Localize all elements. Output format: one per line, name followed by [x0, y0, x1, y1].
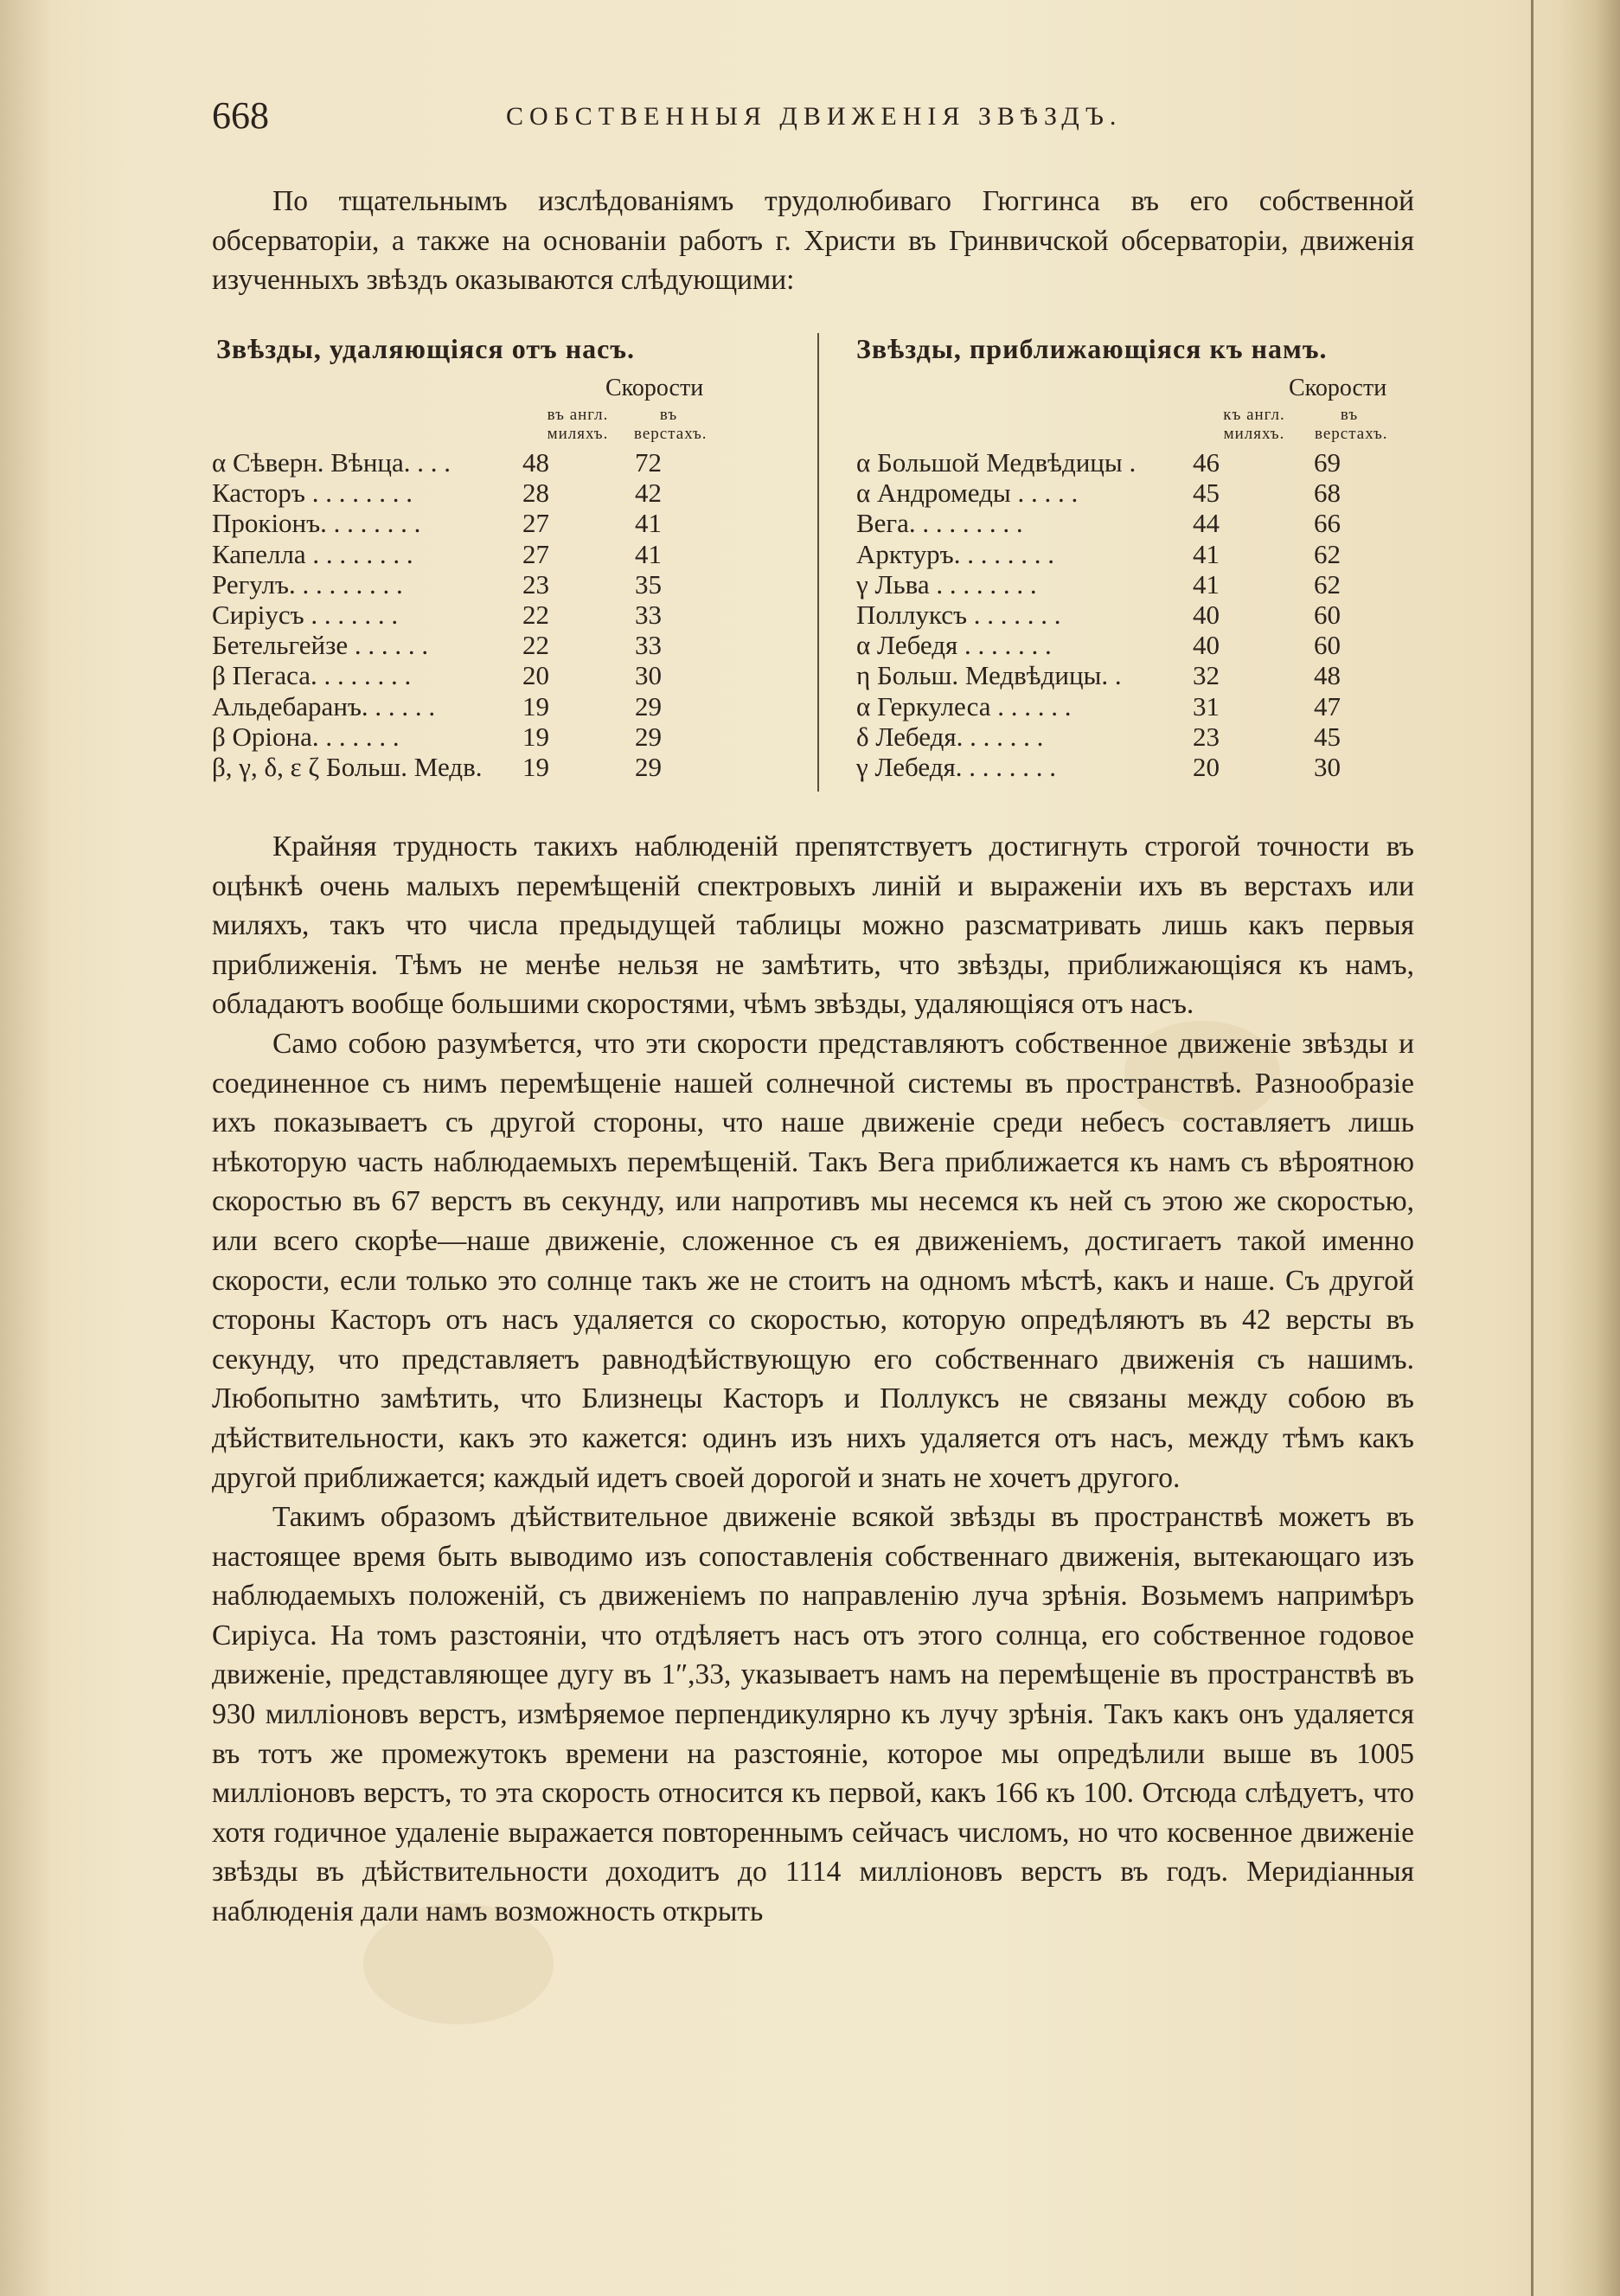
star-name: α Лебедя . . . . . . .	[856, 630, 1052, 661]
table-row	[212, 691, 783, 722]
speed-versts: 60	[1314, 630, 1341, 661]
page-number: 668	[212, 94, 269, 137]
table-row	[856, 691, 1431, 722]
speed-miles: 31	[1193, 690, 1220, 722]
table-row	[212, 722, 783, 752]
table-row	[856, 569, 1431, 600]
speed-versts: 60	[1314, 599, 1341, 630]
body-text	[212, 827, 1414, 1932]
star-name: α Сѣверн. Вѣнца. . . .	[212, 447, 451, 478]
approaching-speed-header: Скорости	[1289, 375, 1387, 401]
star-name: Сиріусъ . . . . . . .	[212, 599, 399, 630]
star-name: Прокіонъ. . . . . . . .	[212, 508, 421, 539]
speed-miles: 41	[1193, 568, 1220, 600]
star-name: Капелла . . . . . . . .	[212, 538, 413, 569]
star-name: α Андромеды . . . . .	[856, 478, 1079, 509]
speed-versts: 62	[1314, 538, 1341, 569]
star-name: Поллуксъ . . . . . . .	[856, 599, 1061, 630]
approaching-title: Звѣзды, приближающіяся къ намъ.	[856, 333, 1328, 364]
speed-versts: 69	[1314, 447, 1341, 478]
table-row	[212, 752, 783, 782]
table-row	[212, 539, 783, 569]
speed-versts: 29	[635, 751, 662, 782]
table-divider	[817, 333, 819, 792]
table-row	[212, 508, 783, 538]
speed-miles: 27	[522, 538, 549, 569]
star-name: Арктуръ. . . . . . . .	[856, 538, 1054, 569]
speed-miles: 40	[1193, 630, 1220, 661]
page-header	[212, 93, 1414, 145]
star-name: Альдебаранъ. . . . . .	[212, 690, 436, 722]
speed-versts: 29	[635, 721, 662, 752]
star-name: γ Лебедя. . . . . . . .	[856, 751, 1057, 782]
star-name: β Пегаса. . . . . . . .	[212, 660, 412, 691]
star-name: δ Лебедя. . . . . . .	[856, 721, 1044, 752]
star-name: Касторъ . . . . . . . .	[212, 478, 413, 509]
speed-miles: 22	[522, 599, 549, 630]
speed-versts: 41	[635, 538, 662, 569]
table-row	[856, 508, 1431, 538]
table-row	[856, 630, 1431, 660]
star-name: η Больш. Медвѣдицы. .	[856, 660, 1122, 691]
speed-miles: 40	[1193, 599, 1220, 630]
speed-miles: 20	[522, 660, 549, 691]
star-name: α Большой Медвѣдицы .	[856, 447, 1137, 478]
star-name: Вега. . . . . . . . .	[856, 508, 1023, 539]
speed-versts: 30	[635, 660, 662, 691]
table-row	[856, 539, 1431, 569]
page-edge-line	[1531, 0, 1534, 2296]
speed-versts: 47	[1314, 690, 1341, 722]
speed-miles: 19	[522, 721, 549, 752]
table-row	[856, 660, 1431, 690]
table-row	[212, 569, 783, 600]
star-name: β, γ, δ, ε ζ Больш. Медв.	[212, 751, 483, 782]
receding-speed-header: Скорости	[605, 375, 704, 401]
receding-unit-miles: въ англ. миляхъ.	[547, 406, 609, 443]
page-gutter-shadow	[0, 0, 52, 2296]
body-paragraph: Само собою разумѣется, что эти скорости представляютъ собственное движеніе звѣзды и соединенное съ нимъ перемѣщеніе нашей солнечной системы въ пространствѣ. Разнообразіе ихъ показываетъ съ другой стороны, что наше движеніе среди небесъ составляетъ лишь нѣкоторую часть наблюдаемыхъ перемѣщеній. Такъ Вега приближается къ намъ съ вѣроятною скоростью въ 67 верстъ въ секунду, или напротивъ мы несемся къ ней съ этою же скоростью, или всего скорѣе—наше движеніе, сложенное съ ея движеніемъ, достигаетъ такой именно скорости, если только это солнце такъ же не стоитъ на одномъ мѣстѣ, какъ и наше. Съ другой стороны Касторъ отъ насъ удаляется со скоростью, которую опредѣляютъ въ 42 версты въ секунду, что представляетъ равнодѣйствующую его собственнаго движенія съ нашимъ. Любопытно замѣтить, что Близнецы Касторъ и Поллуксъ не связаны между собою въ дѣйствительности, какъ это кажется: одинъ изъ нихъ удаляется отъ насъ, между тѣмъ какъ другой приближается; каждый идетъ своей дорогой и знать не хочетъ другого.	[212, 1027, 1414, 1494]
star-name: α Геркулеса . . . . . .	[856, 690, 1072, 722]
table-row	[856, 600, 1431, 630]
table-row	[856, 722, 1431, 752]
body-paragraph: Крайняя трудность такихъ наблюденій препятствуетъ достигнуть строгой точности въ оцѣнкѣ очень малыхъ перемѣщеній спектровыхъ линій и выраженіи ихъ въ верстахъ или миляхъ, такъ что числа предыдущей таблицы можно разсматривать лишь какъ первыя приближенія. Тѣмъ не менѣе нельзя не замѣтить, что звѣзды, приближающіяся къ намъ, обладаютъ вообще большими скоростями, чѣмъ звѣзды, удаляющіяся отъ насъ.	[212, 831, 1414, 1021]
table-row	[856, 447, 1431, 478]
approaching-unit-versts: въ верстахъ.	[1315, 406, 1388, 443]
receding-rows	[212, 447, 783, 782]
table-row	[856, 752, 1431, 782]
table-row	[212, 478, 783, 508]
speed-miles: 22	[522, 630, 549, 661]
running-title: СОБСТВЕННЫЯ ДВИЖЕНІЯ ЗВѢЗДЪ.	[506, 102, 1123, 131]
speed-miles: 32	[1193, 660, 1220, 691]
speed-miles: 19	[522, 690, 549, 722]
speed-miles: 28	[522, 478, 549, 509]
speed-miles: 46	[1193, 447, 1220, 478]
intro-paragraph: По тщательнымъ изслѣдованіямъ трудолюбиваго Гюггинса въ его собственной обсерваторіи, а также на основаніи работъ г. Христи въ Гринвичской обсерваторіи, движенія изученныхъ звѣздъ оказываются слѣдующими:	[212, 185, 1414, 297]
speed-versts: 62	[1314, 568, 1341, 600]
table-row	[212, 447, 783, 478]
speed-versts: 48	[1314, 660, 1341, 691]
receding-title: Звѣзды, удаляющіяся отъ насъ.	[216, 333, 635, 364]
speed-versts: 42	[635, 478, 662, 509]
table-row	[212, 630, 783, 660]
table-row	[856, 478, 1431, 508]
speed-versts: 29	[635, 690, 662, 722]
speed-versts: 33	[635, 599, 662, 630]
approaching-unit-miles: къ англ. миляхъ.	[1223, 406, 1285, 443]
speed-versts: 41	[635, 508, 662, 539]
receding-unit-versts: въ верстахъ.	[634, 406, 708, 443]
speed-versts: 68	[1314, 478, 1341, 509]
speed-miles: 23	[522, 568, 549, 600]
table-row	[212, 660, 783, 690]
speed-miles: 23	[1193, 721, 1220, 752]
speed-versts: 30	[1314, 751, 1341, 782]
speed-miles: 19	[522, 751, 549, 782]
star-name: β Оріона. . . . . . .	[212, 721, 400, 752]
speed-versts: 35	[635, 568, 662, 600]
speed-versts: 33	[635, 630, 662, 661]
speed-miles: 48	[522, 447, 549, 478]
page-edge-shadow	[1559, 0, 1620, 2296]
star-name: Бетельгейзе . . . . . .	[212, 630, 429, 661]
speed-miles: 20	[1193, 751, 1220, 782]
speed-versts: 72	[635, 447, 662, 478]
star-velocity-table	[212, 333, 1431, 800]
speed-versts: 45	[1314, 721, 1341, 752]
star-name: Регулъ. . . . . . . . .	[212, 568, 403, 600]
body-paragraph: Такимъ образомъ дѣйствительное движеніе всякой звѣзды въ пространствѣ можетъ въ настоящее время быть выводимо изъ сопоставленія собственнаго движенія, вытекающаго изъ наблюдаемыхъ положеній, съ движеніемъ по направленію луча зрѣнія. Возьмемъ напримѣръ Сиріуса. На томъ разстояніи, что отдѣляетъ насъ отъ этого солнца, его собственное годовое движеніе, представляющее дугу въ 1″,33, указываетъ намъ на перемѣщеніе въ пространствѣ въ 930 милліоновъ верстъ, измѣряемое перпендикулярно къ лучу зрѣнія. Такъ какъ онъ удаляется въ тотъ же промежутокъ времени на разстояніе, которое мы опредѣлили выше въ 1005 милліоновъ верстъ, то эта скорость относится къ первой, какъ 166 къ 100. Отсюда слѣдуетъ, что хотя годичное удаленіе выражается повтореннымъ сейчасъ числомъ, но что косвенное движеніе звѣзды въ дѣйствительности доходитъ до 1114 милліоновъ верстъ въ годъ. Меридіанныя наблюденія дали намъ возможность открыть	[212, 1501, 1414, 1928]
intro-paragraph-block	[212, 182, 1414, 300]
table-row	[212, 600, 783, 630]
speed-versts: 66	[1314, 508, 1341, 539]
approaching-rows	[856, 447, 1431, 782]
star-name: γ Льва . . . . . . . .	[856, 568, 1037, 600]
speed-miles: 27	[522, 508, 549, 539]
speed-miles: 45	[1193, 478, 1220, 509]
speed-miles: 44	[1193, 508, 1220, 539]
speed-miles: 41	[1193, 538, 1220, 569]
